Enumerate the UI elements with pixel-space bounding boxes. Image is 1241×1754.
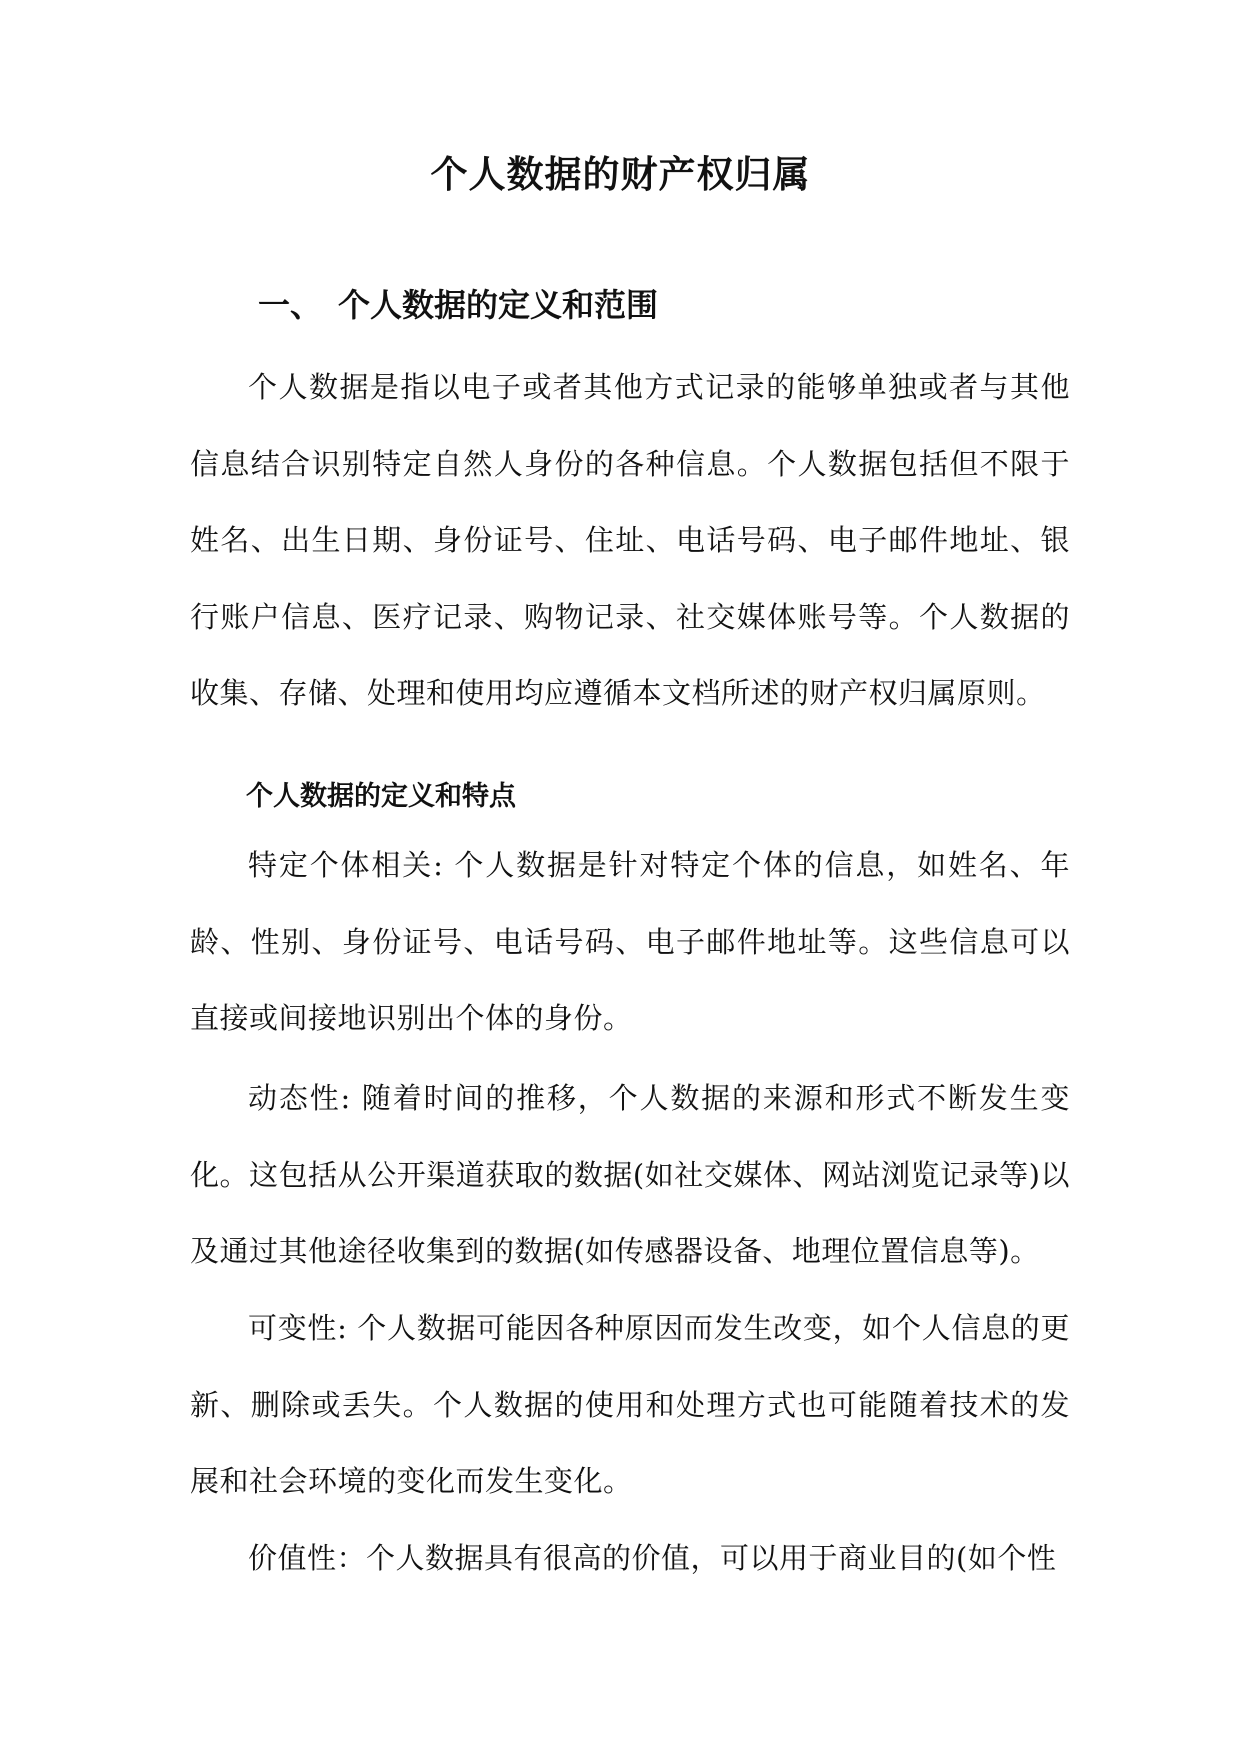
- body-paragraph: 个人数据是指以电子或者其他方式记录的能够单独或者与其他信息结合识别特定自然人身份的各种信息。个人数据包括但不限于姓名、出生日期、身份证号、住址、电话号码、电子邮件地址、银行账户信息、医疗记录、购物记录、社交媒体账号等。个人数据的收集、存储、处理和使用均应遵循本文档所述的财产权归属原则。: [190, 370, 1070, 711]
- document-title: 个人数据的财产权归属: [430, 152, 811, 196]
- section-number: 一、: [258, 286, 323, 324]
- body-paragraph: 可变性: 个人数据可能因各种原因而发生改变，如个人信息的更新、删除或丢失。个人数据的使用和处理方式也可能随着技术的发展和社会环境的变化而发生变化。: [190, 1311, 1070, 1499]
- subsection-heading: 个人数据的定义和特点: [246, 781, 516, 812]
- body-paragraph: 特定个体相关: 个人数据是针对特定个体的信息，如姓名、年龄、性别、身份证号、电话号码、电子邮件地址等。这些信息可以直接或间接地识别出个体的身份。: [190, 848, 1070, 1036]
- section-heading: [258, 283, 658, 327]
- body-paragraph: 价值性：个人数据具有很高的价值，可以用于商业目的(如个性: [248, 1541, 1057, 1575]
- section-heading-text: 个人数据的定义和范围: [338, 286, 659, 324]
- body-paragraph: 动态性: 随着时间的推移，个人数据的来源和形式不断发生变化。这包括从公开渠道获取的数据(如社交媒体、网站浏览记录等)以及通过其他途径收集到的数据(如传感器设备、地理位置信息等)。: [190, 1081, 1070, 1269]
